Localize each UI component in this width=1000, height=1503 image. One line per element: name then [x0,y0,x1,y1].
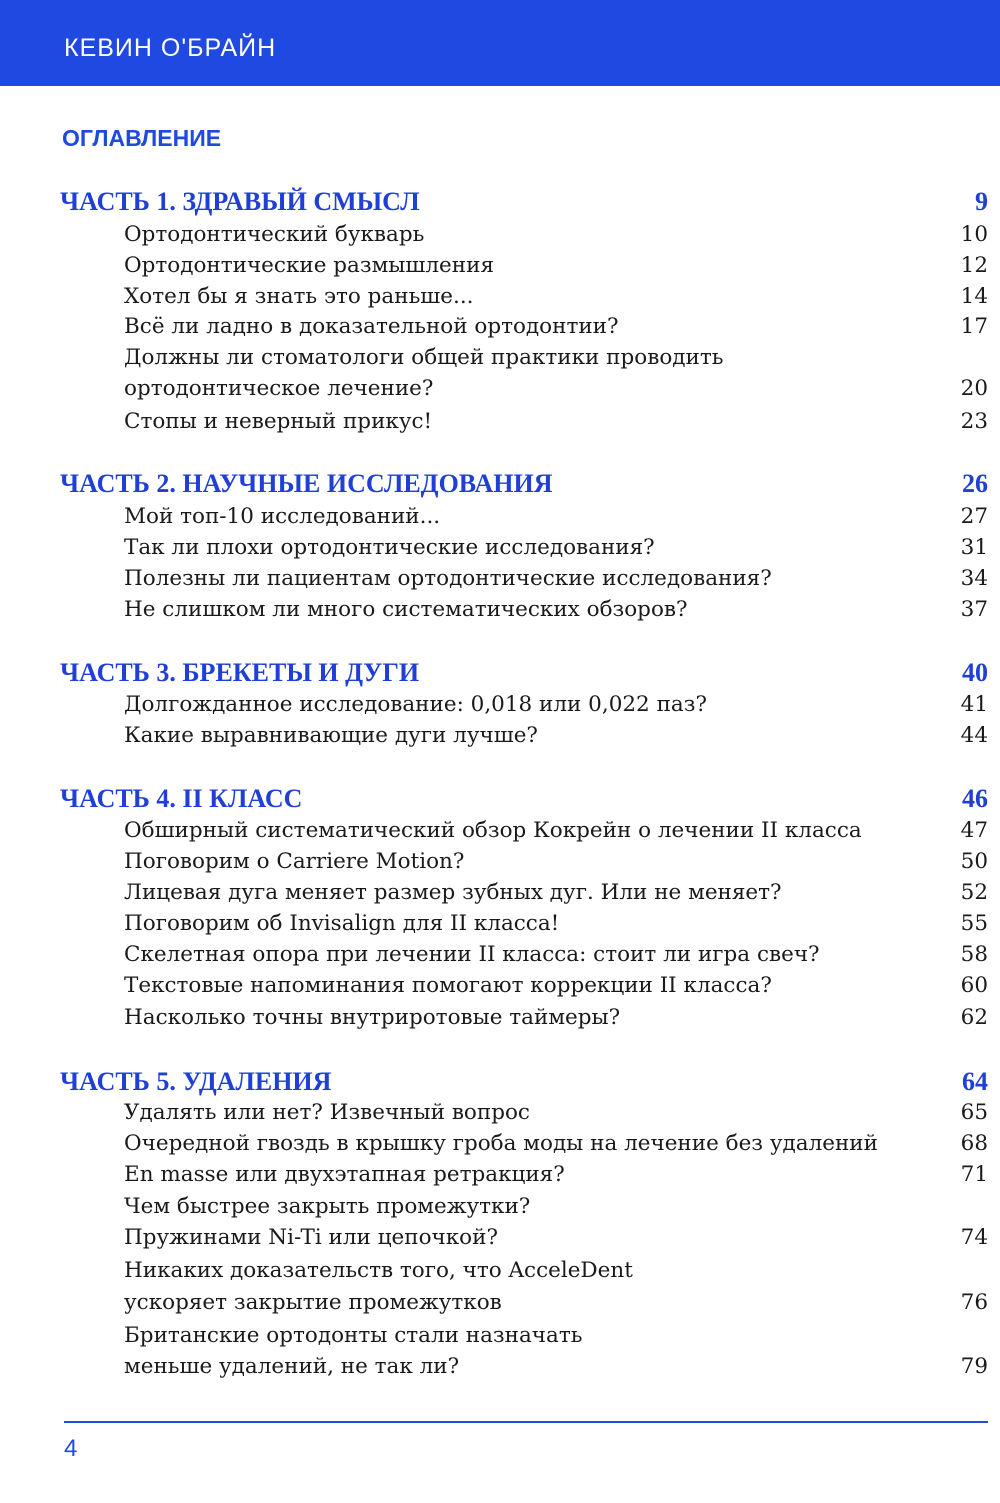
toc-entry[interactable] [0,1222,1000,1254]
entry-title: Какие выравнивающие дуги лучше? [124,723,538,748]
entry-title: Скелетная опора при лечении II класса: стоит ли игра свеч? [124,942,820,967]
entry-page: 76 [960,1290,988,1315]
entry-page: 10 [960,222,988,247]
entry-page: 12 [960,253,988,278]
toc-entry[interactable] [0,594,1000,626]
entry-page: 44 [960,723,988,748]
toc-entry[interactable] [0,1002,1000,1034]
entry-title-line-2: ускоряет закрытие промежутков [124,1290,502,1315]
toc-entry[interactable] [0,1191,1000,1223]
toc-entry[interactable] [0,846,1000,878]
toc-entry[interactable] [0,250,1000,282]
header-bar [0,0,1000,86]
toc-entry[interactable] [0,311,1000,343]
toc-part-5[interactable] [0,1066,1000,1098]
part-page: 46 [962,784,988,813]
part-title: ЧАСТЬ 1. ЗДРАВЫЙ СМЫСЛ [60,187,420,216]
entry-title: Насколько точны внутриротовые таймеры? [124,1005,621,1030]
entry-page: 71 [960,1162,988,1187]
entry-title: Так ли плохи ортодонтические исследования? [124,535,655,560]
entry-page: 14 [960,284,988,309]
toc-part-3[interactable] [0,657,1000,689]
entry-title: Чем быстрее закрыть промежутки? [124,1194,531,1219]
toc-entry-continued[interactable] [0,1287,1000,1319]
entry-page: 68 [960,1131,988,1156]
toc-part-4[interactable] [0,783,1000,815]
entry-title-line-2: меньше удалений, не так ли? [124,1354,460,1379]
toc-entry[interactable] [0,532,1000,564]
entry-page: 65 [960,1100,988,1125]
entry-page: 37 [960,597,988,622]
entry-page: 27 [960,504,988,529]
toc-entry[interactable] [0,219,1000,251]
toc-entry[interactable] [0,406,1000,438]
toc-entry[interactable] [0,281,1000,313]
entry-page: 62 [960,1005,988,1030]
toc-entry[interactable] [0,1159,1000,1191]
part-page: 64 [962,1067,988,1096]
toc-entry[interactable] [0,877,1000,909]
entry-page: 50 [960,849,988,874]
entry-title: Пружинами Ni-Ti или цепочкой? [124,1225,498,1250]
entry-title-line-1: Должны ли стоматологи общей практики проводить [124,345,724,370]
entry-title: Ортодонтические размышления [124,253,495,278]
toc-entry[interactable] [0,1320,1000,1352]
entry-title: Лицевая дуга меняет размер зубных дуг. Или не меняет? [124,880,782,905]
entry-page: 52 [960,880,988,905]
entry-page: 55 [960,911,988,936]
toc-entry[interactable] [0,1097,1000,1129]
footer-rule [64,1421,988,1423]
entry-title-line-2: ортодонтическое лечение? [124,376,434,401]
part-title: ЧАСТЬ 3. БРЕКЕТЫ И ДУГИ [60,658,420,687]
entry-page: 20 [960,376,988,401]
entry-page: 41 [960,692,988,717]
entry-page: 58 [960,942,988,967]
entry-title: Поговорим об Invisalign для II класса! [124,911,560,936]
part-page: 9 [975,187,988,216]
toc-entry[interactable] [0,720,1000,752]
entry-title: Стопы и неверный прикус! [124,409,433,434]
part-page: 26 [962,469,988,498]
part-title: ЧАСТЬ 4. II КЛАСС [60,784,303,813]
entry-page: 74 [960,1225,988,1250]
toc-entry[interactable] [0,1128,1000,1160]
entry-page: 47 [960,818,988,843]
toc-entry[interactable] [0,342,1000,374]
entry-title: Очередной гвоздь в крышку гроба моды на лечение без удалений [124,1131,878,1156]
entry-page: 60 [960,973,988,998]
toc-entry[interactable] [0,1255,1000,1287]
entry-page: 17 [960,314,988,339]
entry-title: Поговорим о Carriere Motion? [124,849,465,874]
entry-title: Долгожданное исследование: 0,018 или 0,022 паз? [124,692,707,717]
entry-title: Хотел бы я знать это раньше... [124,284,474,309]
toc-entry[interactable] [0,939,1000,971]
toc-entry-continued[interactable] [0,1351,1000,1383]
running-header-author: КЕВИН О'БРАЙН [64,34,277,62]
entry-page: 79 [960,1354,988,1379]
toc-entry[interactable] [0,563,1000,595]
entry-title: En masse или двухэтапная ретракция? [124,1162,565,1187]
entry-title: Удалять или нет? Извечный вопрос [124,1100,530,1125]
entry-title: Полезны ли пациентам ортодонтические исследования? [124,566,772,591]
part-title: ЧАСТЬ 5. УДАЛЕНИЯ [60,1067,332,1096]
toc-entry-continued[interactable] [0,373,1000,405]
entry-page: 23 [960,409,988,434]
entry-title: Не слишком ли много систематических обзоров? [124,597,688,622]
entry-title: Обширный систематический обзор Кокрейн о лечении II класса [124,818,862,843]
part-page: 40 [962,658,988,687]
toc-part-1[interactable] [0,186,1000,218]
part-title: ЧАСТЬ 2. НАУЧНЫЕ ИССЛЕДОВАНИЯ [60,469,553,498]
toc-entry[interactable] [0,908,1000,940]
page-number: 4 [64,1435,78,1462]
toc-entry[interactable] [0,689,1000,721]
toc-part-2[interactable] [0,468,1000,500]
entry-page: 31 [960,535,988,560]
toc-entry[interactable] [0,970,1000,1002]
entry-page: 34 [960,566,988,591]
entry-title-line-1: Британские ортодонты стали назначать [124,1323,583,1348]
toc-entry[interactable] [0,501,1000,533]
toc-entry[interactable] [0,815,1000,847]
entry-title: Текстовые напоминания помогают коррекции II класса? [124,973,772,998]
entry-title-line-1: Никаких доказательств того, что AcceleDent [124,1258,633,1283]
entry-title: Всё ли ладно в доказательной ортодонтии? [124,314,619,339]
toc-title: ОГЛАВЛЕНИЕ [62,125,222,151]
entry-title: Ортодонтический букварь [124,222,425,247]
entry-title: Мой топ-10 исследований... [124,504,441,529]
